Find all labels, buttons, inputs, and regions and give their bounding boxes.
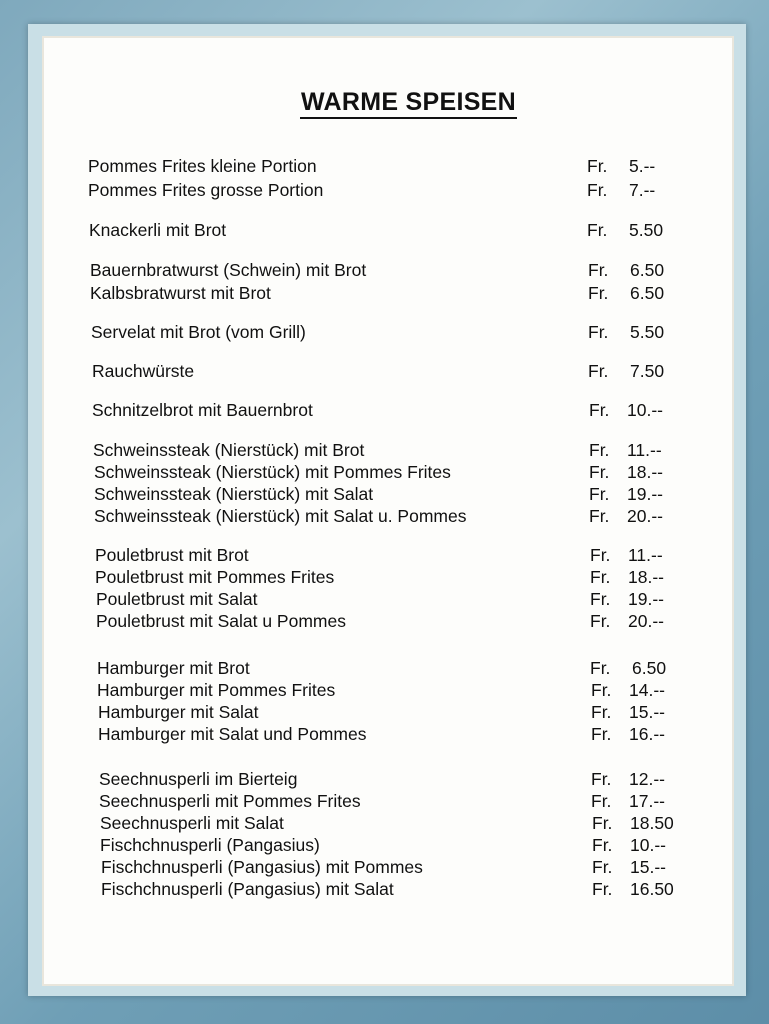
price-value: 19.-- bbox=[628, 589, 664, 609]
menu-item-price bbox=[592, 813, 674, 833]
price-value: 7.-- bbox=[629, 180, 656, 200]
menu-item-name: Fischchnusperli (Pangasius) mit Pommes bbox=[101, 857, 423, 877]
price-value: 5.50 bbox=[630, 322, 665, 342]
currency-label: Fr. bbox=[591, 680, 612, 700]
price-value: 5.-- bbox=[629, 156, 656, 176]
menu-item-name: Schweinssteak (Nierstück) mit Salat u. Pommes bbox=[94, 506, 467, 526]
menu-item-name: Pouletbrust mit Pommes Frites bbox=[95, 567, 335, 587]
menu-item-price bbox=[587, 156, 655, 176]
currency-label: Fr. bbox=[589, 484, 610, 504]
price-value: 20.-- bbox=[627, 506, 663, 526]
menu-item-price bbox=[588, 283, 664, 303]
menu-item-name: Rauchwürste bbox=[92, 361, 195, 381]
menu-item-price bbox=[591, 791, 665, 811]
currency-label: Fr. bbox=[591, 791, 612, 811]
currency-label: Fr. bbox=[589, 440, 610, 460]
menu-item-name: Fischchnusperli (Pangasius) bbox=[100, 835, 320, 855]
menu-item-name: Schweinssteak (Nierstück) mit Brot bbox=[93, 440, 365, 460]
menu-item-price bbox=[588, 361, 664, 381]
price-value: 6.50 bbox=[632, 658, 667, 678]
price-value: 7.50 bbox=[630, 361, 665, 381]
currency-label: Fr. bbox=[590, 545, 611, 565]
currency-label: Fr. bbox=[592, 813, 613, 833]
currency-label: Fr. bbox=[589, 400, 610, 420]
menu-item-name: Kalbsbratwurst mit Brot bbox=[90, 283, 271, 303]
menu-item-name: Hamburger mit Salat bbox=[98, 702, 259, 722]
price-value: 12.-- bbox=[629, 769, 665, 789]
menu-title: WARME SPEISEN bbox=[0, 88, 769, 117]
menu-item-price bbox=[590, 611, 664, 631]
menu-item-price bbox=[588, 322, 664, 342]
currency-label: Fr. bbox=[591, 702, 612, 722]
price-value: 18.50 bbox=[630, 813, 674, 833]
menu-item-price bbox=[590, 658, 666, 678]
price-value: 16.50 bbox=[630, 879, 674, 899]
currency-label: Fr. bbox=[587, 180, 608, 200]
price-value: 6.50 bbox=[630, 283, 665, 303]
menu-item-name: Pouletbrust mit Brot bbox=[95, 545, 249, 565]
price-value: 16.-- bbox=[629, 724, 665, 744]
menu-item-name: Pommes Frites kleine Portion bbox=[88, 156, 317, 176]
menu-item-price bbox=[589, 484, 663, 504]
currency-label: Fr. bbox=[588, 322, 609, 342]
price-value: 18.-- bbox=[628, 567, 664, 587]
menu-item-name: Schweinssteak (Nierstück) mit Pommes Frites bbox=[94, 462, 451, 482]
currency-label: Fr. bbox=[591, 724, 612, 744]
currency-label: Fr. bbox=[589, 462, 610, 482]
menu-item-price bbox=[592, 879, 674, 899]
price-value: 15.-- bbox=[630, 857, 666, 877]
price-value: 17.-- bbox=[629, 791, 665, 811]
currency-label: Fr. bbox=[590, 658, 611, 678]
currency-label: Fr. bbox=[588, 283, 609, 303]
currency-label: Fr. bbox=[592, 857, 613, 877]
price-value: 19.-- bbox=[627, 484, 663, 504]
menu-item-name: Bauernbratwurst (Schwein) mit Brot bbox=[90, 260, 367, 280]
menu-item-price bbox=[591, 769, 665, 789]
price-value: 14.-- bbox=[629, 680, 665, 700]
price-value: 5.50 bbox=[629, 220, 664, 240]
menu-item-price bbox=[590, 545, 663, 565]
menu-item-name: Schnitzelbrot mit Bauernbrot bbox=[92, 400, 313, 420]
menu-item-name: Hamburger mit Salat und Pommes bbox=[98, 724, 367, 744]
menu-item-name: Knackerli mit Brot bbox=[89, 220, 227, 240]
menu-item-price bbox=[587, 180, 655, 200]
menu-item-name: Pouletbrust mit Salat bbox=[96, 589, 258, 609]
menu-item-price bbox=[590, 567, 664, 587]
menu-item-price bbox=[590, 589, 664, 609]
currency-label: Fr. bbox=[587, 220, 608, 240]
menu-item-price bbox=[591, 724, 665, 744]
menu-item-price bbox=[588, 260, 664, 280]
currency-label: Fr. bbox=[591, 769, 612, 789]
menu-item-name: Pouletbrust mit Salat u Pommes bbox=[96, 611, 346, 631]
menu-item-name: Seechnusperli mit Pommes Frites bbox=[99, 791, 361, 811]
menu-item-price bbox=[592, 835, 666, 855]
menu-item-price bbox=[591, 680, 665, 700]
menu-item-name: Seechnusperli im Bierteig bbox=[99, 769, 298, 789]
price-value: 20.-- bbox=[628, 611, 664, 631]
menu-item-name: Hamburger mit Pommes Frites bbox=[97, 680, 336, 700]
price-value: 6.50 bbox=[630, 260, 665, 280]
price-value: 18.-- bbox=[627, 462, 663, 482]
menu-item-price bbox=[589, 462, 663, 482]
menu-item-name: Seechnusperli mit Salat bbox=[100, 813, 284, 833]
menu-item-name: Pommes Frites grosse Portion bbox=[88, 180, 324, 200]
currency-label: Fr. bbox=[587, 156, 608, 176]
currency-label: Fr. bbox=[590, 589, 611, 609]
menu-item-price bbox=[589, 400, 663, 420]
menu-item-name: Schweinssteak (Nierstück) mit Salat bbox=[94, 484, 374, 504]
currency-label: Fr. bbox=[590, 611, 611, 631]
menu-item-price bbox=[591, 702, 665, 722]
menu-item-price bbox=[589, 440, 662, 460]
price-value: 11.-- bbox=[627, 440, 662, 460]
menu-item-price bbox=[592, 857, 666, 877]
price-value: 11.-- bbox=[628, 545, 663, 565]
menu-item-name: Hamburger mit Brot bbox=[97, 658, 250, 678]
currency-label: Fr. bbox=[592, 879, 613, 899]
currency-label: Fr. bbox=[588, 260, 609, 280]
currency-label: Fr. bbox=[589, 506, 610, 526]
menu-item-name: Servelat mit Brot (vom Grill) bbox=[91, 322, 306, 342]
currency-label: Fr. bbox=[588, 361, 609, 381]
price-value: 10.-- bbox=[630, 835, 666, 855]
menu-item-price bbox=[587, 220, 663, 240]
menu-item-name: Fischchnusperli (Pangasius) mit Salat bbox=[101, 879, 394, 899]
price-value: 10.-- bbox=[627, 400, 663, 420]
menu-item-price bbox=[589, 506, 663, 526]
currency-label: Fr. bbox=[592, 835, 613, 855]
price-value: 15.-- bbox=[629, 702, 665, 722]
currency-label: Fr. bbox=[590, 567, 611, 587]
